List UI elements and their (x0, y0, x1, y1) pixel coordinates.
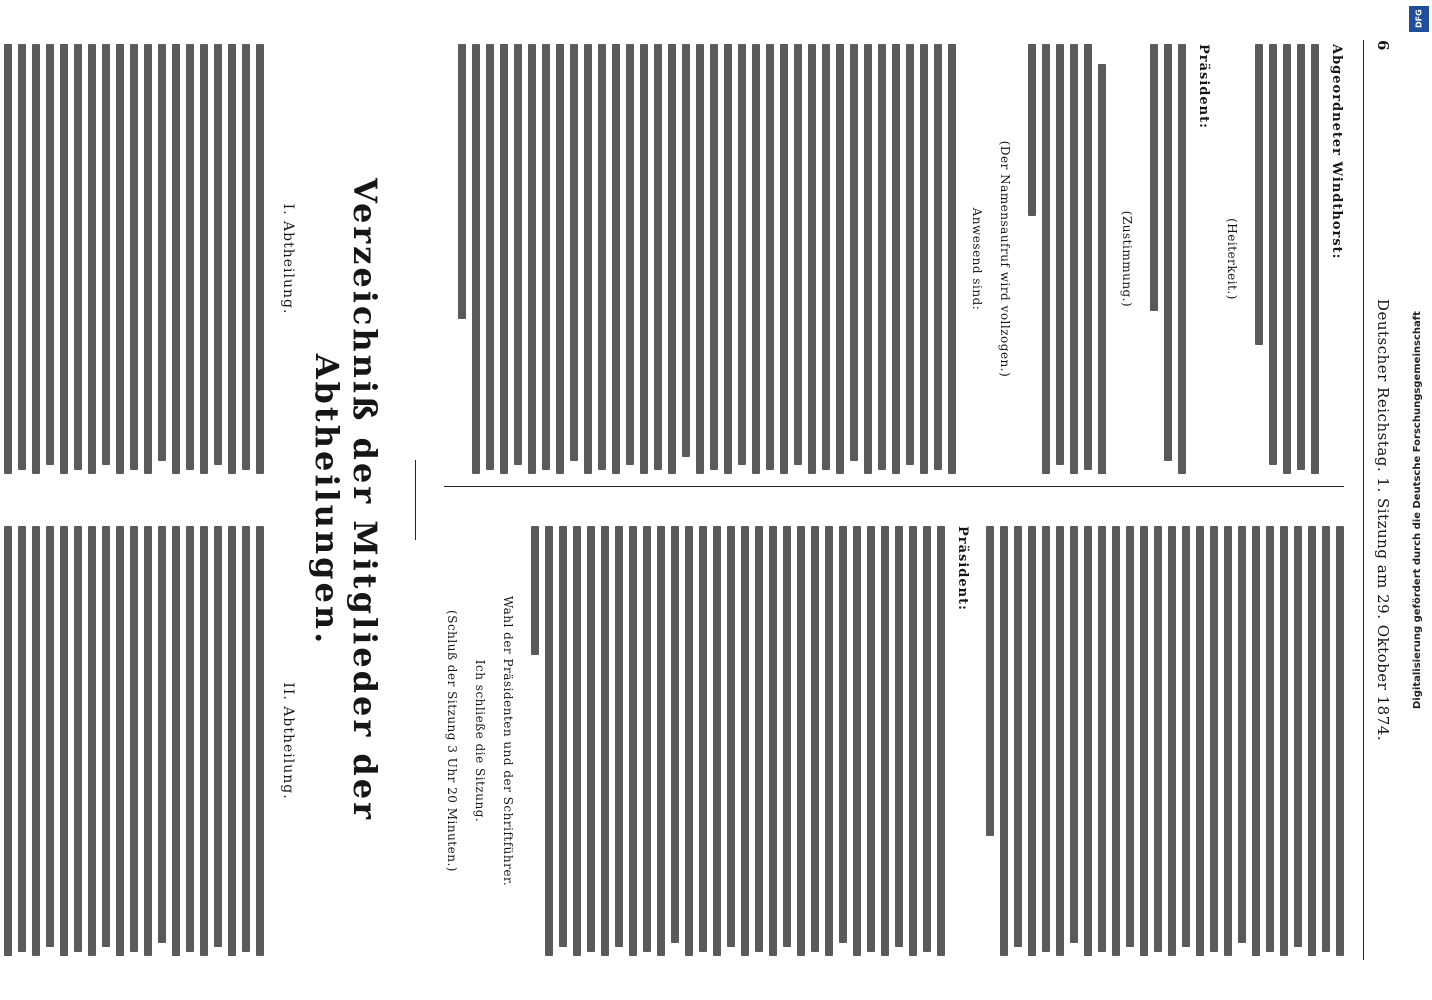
text-line (531, 526, 539, 655)
agenda-line: Wahl der Präsidenten und der Schriftführer. (501, 595, 515, 887)
text-line (1280, 526, 1288, 956)
text-line (102, 526, 110, 947)
text-line (780, 44, 788, 474)
text-line (783, 526, 791, 947)
text-line (570, 44, 578, 461)
text-line (643, 526, 651, 952)
division-heading-2: II. Abtheilung. (280, 682, 296, 800)
section-divider (415, 460, 416, 540)
text-line (4, 526, 12, 956)
text-line (934, 44, 942, 470)
text-line (1269, 44, 1277, 465)
text-line (32, 526, 40, 956)
text-line (906, 44, 914, 465)
text-line (1112, 526, 1120, 956)
text-line (1056, 44, 1064, 465)
speaker-label: Abgeordneter Windthorst: (1329, 44, 1344, 260)
section-title: Verzeichniß der Mitglieder der Abtheilungen. (308, 178, 384, 822)
text-line (46, 526, 54, 947)
text-line (158, 44, 166, 461)
text-line (1252, 526, 1260, 956)
stage-note: (Der Namensaufruf wird vollzogen.) (998, 140, 1012, 378)
text-line (727, 526, 735, 947)
text-line (836, 44, 844, 474)
text-line (811, 526, 819, 952)
text-line (172, 526, 180, 956)
present-heading: Anwesend sind: (970, 207, 984, 311)
text-line (4, 44, 12, 474)
president-closing-paragraph (531, 526, 970, 956)
text-line (1070, 526, 1078, 943)
stage-note: (Zustimmung.) (1120, 210, 1134, 308)
text-line (514, 44, 522, 465)
text-line (1084, 44, 1092, 470)
text-line (172, 44, 180, 474)
text-line (878, 44, 886, 470)
text-line (738, 44, 746, 465)
text-line (587, 526, 595, 952)
text-line (1283, 44, 1291, 474)
right-column (444, 526, 1344, 956)
text-line (1042, 44, 1050, 474)
text-line (1224, 526, 1232, 956)
president-paragraph (1150, 44, 1211, 474)
roll-call-paragraph (1028, 44, 1106, 474)
column-rule (444, 486, 1344, 487)
text-line (850, 44, 858, 461)
running-head (1363, 40, 1392, 960)
text-line (1168, 526, 1176, 956)
text-line (881, 526, 889, 956)
text-line (158, 526, 166, 943)
text-line (256, 526, 264, 956)
running-title: Deutscher Reichstag. 1. Sitzung am 29. Oktober 1874. (1374, 298, 1392, 742)
text-line (825, 526, 833, 956)
text-line (1084, 526, 1092, 956)
text-line (60, 44, 68, 474)
text-line (1154, 526, 1162, 952)
text-line (713, 526, 721, 956)
text-line (822, 44, 830, 470)
text-line (797, 526, 805, 956)
text-line (640, 44, 648, 474)
division-heading-1: I. Abtheilung. (280, 203, 296, 315)
text-line (752, 44, 760, 474)
roll-call-names-continued (986, 526, 1344, 956)
text-line (242, 526, 250, 952)
text-line (528, 44, 536, 474)
text-line (909, 526, 917, 956)
text-line (923, 526, 931, 952)
text-line (1266, 526, 1274, 952)
text-line (1336, 526, 1344, 956)
text-line (559, 526, 567, 947)
text-line (186, 44, 194, 470)
text-line (60, 526, 68, 956)
text-line (1210, 526, 1218, 952)
text-line (545, 526, 553, 956)
text-line (755, 526, 763, 952)
text-line (853, 526, 861, 956)
text-line (1255, 44, 1263, 345)
text-line (1164, 44, 1172, 461)
text-line (228, 44, 236, 474)
text-line (1014, 526, 1022, 947)
text-line (88, 526, 96, 956)
text-line (116, 526, 124, 956)
text-line (839, 526, 847, 943)
stage-note: (Heiterkeit.) (1225, 218, 1239, 300)
speaker-label: Präsident: (1196, 44, 1211, 129)
text-line (668, 44, 676, 474)
text-line (1308, 526, 1316, 956)
text-line (556, 44, 564, 474)
text-line (88, 44, 96, 474)
text-line (629, 526, 637, 956)
division-1-members (0, 44, 264, 474)
text-line (228, 526, 236, 956)
text-line (864, 44, 872, 474)
text-line (598, 44, 606, 470)
text-line (102, 44, 110, 465)
text-line (1322, 526, 1330, 952)
text-line (1182, 526, 1190, 947)
text-line (657, 526, 665, 956)
text-line (256, 44, 264, 474)
text-line (1042, 526, 1050, 952)
speaker-label: Präsident: (955, 526, 970, 611)
text-line (1098, 526, 1106, 952)
text-line (986, 526, 994, 836)
text-line (1196, 526, 1204, 956)
text-line (794, 44, 802, 465)
text-line (74, 44, 82, 470)
dfg-logo: DFG (1409, 6, 1429, 32)
text-line (1000, 526, 1008, 956)
text-line (214, 44, 222, 465)
text-line (242, 44, 250, 470)
text-line (186, 526, 194, 952)
text-line (1178, 44, 1186, 474)
text-line (573, 526, 581, 956)
text-line (1028, 526, 1036, 956)
text-line (18, 44, 26, 470)
text-line (144, 526, 152, 956)
text-line (895, 526, 903, 947)
text-line (1297, 44, 1305, 470)
text-line (626, 44, 634, 465)
text-line (1294, 526, 1302, 947)
text-line (1238, 526, 1246, 943)
text-line (1140, 526, 1148, 956)
text-line (654, 44, 662, 470)
text-line (116, 44, 124, 474)
text-line (937, 526, 945, 956)
text-line (486, 44, 494, 470)
text-line (699, 526, 707, 952)
text-line (472, 44, 480, 474)
text-line (671, 526, 679, 943)
windthorst-paragraph (1255, 44, 1344, 474)
text-line (1028, 44, 1036, 216)
text-line (867, 526, 875, 952)
text-line (615, 526, 623, 947)
text-line (612, 44, 620, 474)
text-line (601, 526, 609, 956)
text-line (808, 44, 816, 474)
text-line (1070, 44, 1078, 474)
text-line (1150, 44, 1158, 311)
text-line (766, 44, 774, 470)
text-line (74, 526, 82, 952)
text-line (920, 44, 928, 474)
text-line (144, 44, 152, 474)
text-line (769, 526, 777, 956)
text-line (130, 526, 138, 952)
text-line (1056, 526, 1064, 956)
text-line (46, 44, 54, 465)
text-line (130, 44, 138, 470)
text-line (682, 44, 690, 457)
text-line (1126, 526, 1134, 947)
present-members-list (458, 44, 956, 474)
text-line (200, 44, 208, 474)
text-line (200, 526, 208, 956)
text-line (32, 44, 40, 474)
digitization-credit: Digitalisierung gefördert durch die Deutsche Forschungsgemeinschaft (1412, 311, 1423, 709)
left-column (444, 44, 1344, 474)
text-line (724, 44, 732, 474)
text-line (696, 44, 704, 474)
text-line (892, 44, 900, 474)
text-line (741, 526, 749, 956)
text-line (458, 44, 466, 319)
text-line (1311, 44, 1319, 474)
text-line (500, 44, 508, 474)
text-line (710, 44, 718, 470)
session-end-note: (Schluß der Sitzung 3 Uhr 20 Minuten.) (445, 610, 459, 872)
text-line (948, 44, 956, 474)
text-line (18, 526, 26, 952)
text-line (542, 44, 550, 470)
closing-statement: Ich schließe die Sitzung. (473, 659, 487, 823)
page-number: 6 (1374, 40, 1392, 51)
division-2-members (0, 526, 264, 956)
text-line (685, 526, 693, 956)
text-line (214, 526, 222, 947)
text-line (584, 44, 592, 474)
text-line (1098, 64, 1106, 474)
